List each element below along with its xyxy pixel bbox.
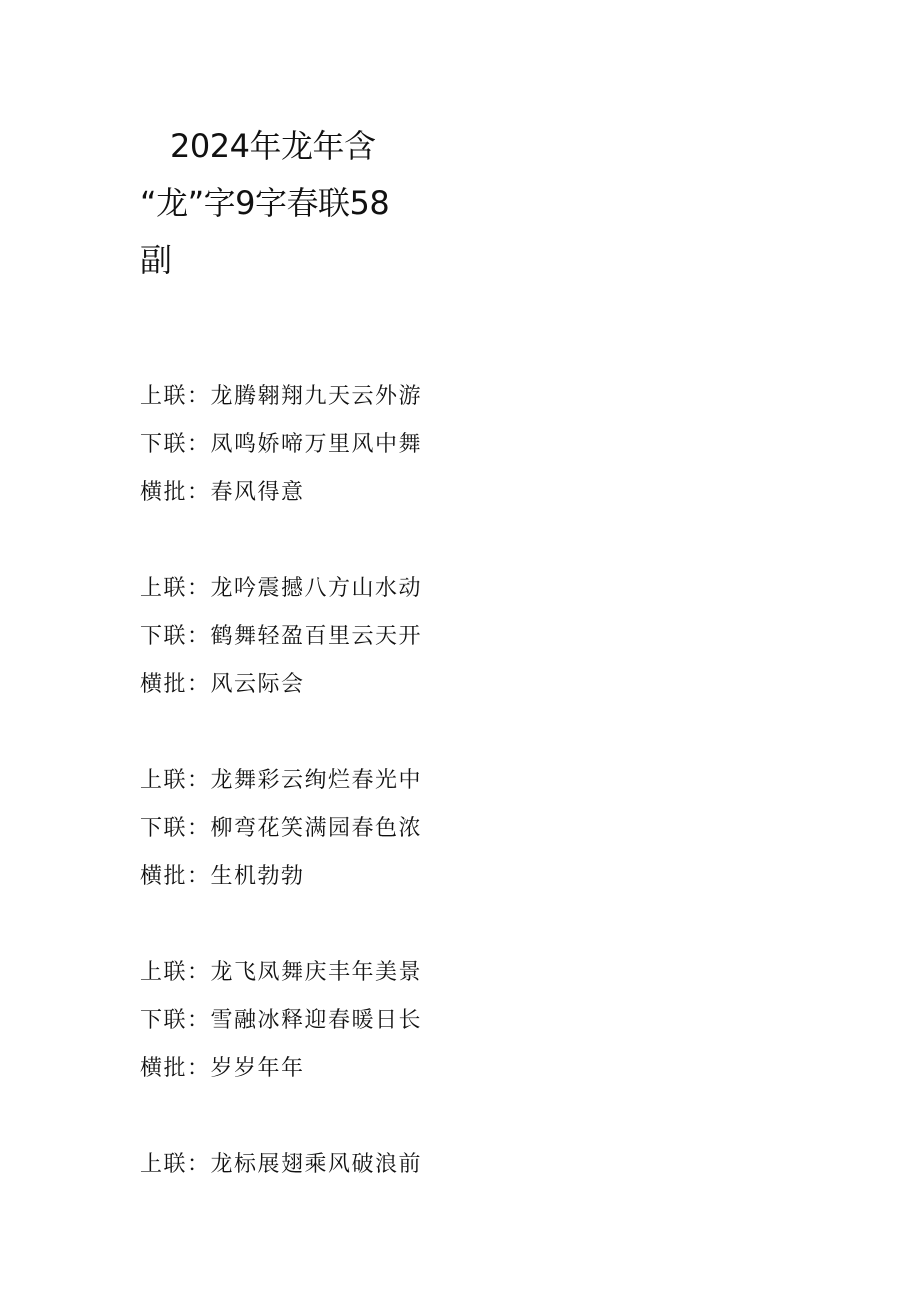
couplet — [140, 568, 460, 712]
upper-line — [140, 952, 460, 1000]
banner-text: 春风得意 — [210, 480, 305, 505]
upper-text: 龙腾翱翔九天云外游 — [210, 384, 423, 409]
upper-label: 上联： — [140, 960, 211, 985]
title-line: 2024年龙年含 — [170, 127, 376, 165]
banner-line — [140, 1048, 460, 1096]
couplet — [140, 952, 460, 1096]
lower-label: 下联： — [140, 1008, 211, 1033]
couplet — [140, 376, 460, 520]
lower-text: 凤鸣娇啼万里风中舞 — [210, 432, 423, 457]
upper-line — [140, 376, 460, 424]
document-title — [140, 118, 450, 289]
title-line: “龙”字9字春联58 — [140, 184, 390, 222]
upper-label: 上联： — [140, 576, 211, 601]
couplet-list — [140, 376, 460, 1240]
banner-label: 横批： — [140, 480, 211, 505]
banner-line — [140, 856, 460, 904]
lower-line — [140, 808, 460, 856]
upper-text: 龙飞凤舞庆丰年美景 — [210, 960, 423, 985]
banner-line — [140, 664, 460, 712]
banner-line — [140, 472, 460, 520]
lower-text: 鹤舞轻盈百里云天开 — [210, 624, 423, 649]
banner-label: 横批： — [140, 864, 211, 889]
lower-label: 下联： — [140, 624, 211, 649]
lower-label: 下联： — [140, 816, 211, 841]
lower-line — [140, 616, 460, 664]
upper-line — [140, 760, 460, 808]
upper-line — [140, 568, 460, 616]
banner-text: 生机勃勃 — [210, 864, 305, 889]
banner-label: 横批： — [140, 1056, 211, 1081]
upper-text: 龙舞彩云绚烂春光中 — [210, 768, 423, 793]
upper-label: 上联： — [140, 384, 211, 409]
upper-label: 上联： — [140, 1152, 211, 1177]
lower-line — [140, 1000, 460, 1048]
banner-label: 横批： — [140, 672, 211, 697]
lower-text: 雪融冰释迎春暖日长 — [210, 1008, 423, 1033]
upper-line — [140, 1144, 460, 1192]
couplet — [140, 1144, 460, 1192]
lower-line — [140, 424, 460, 472]
couplet — [140, 760, 460, 904]
banner-text: 岁岁年年 — [210, 1056, 305, 1081]
lower-text: 柳弯花笑满园春色浓 — [210, 816, 423, 841]
title-line: 副 — [140, 241, 172, 279]
banner-text: 风云际会 — [210, 672, 305, 697]
upper-text: 龙标展翅乘风破浪前 — [210, 1152, 423, 1177]
lower-label: 下联： — [140, 432, 211, 457]
upper-label: 上联： — [140, 768, 211, 793]
upper-text: 龙吟震撼八方山水动 — [210, 576, 423, 601]
